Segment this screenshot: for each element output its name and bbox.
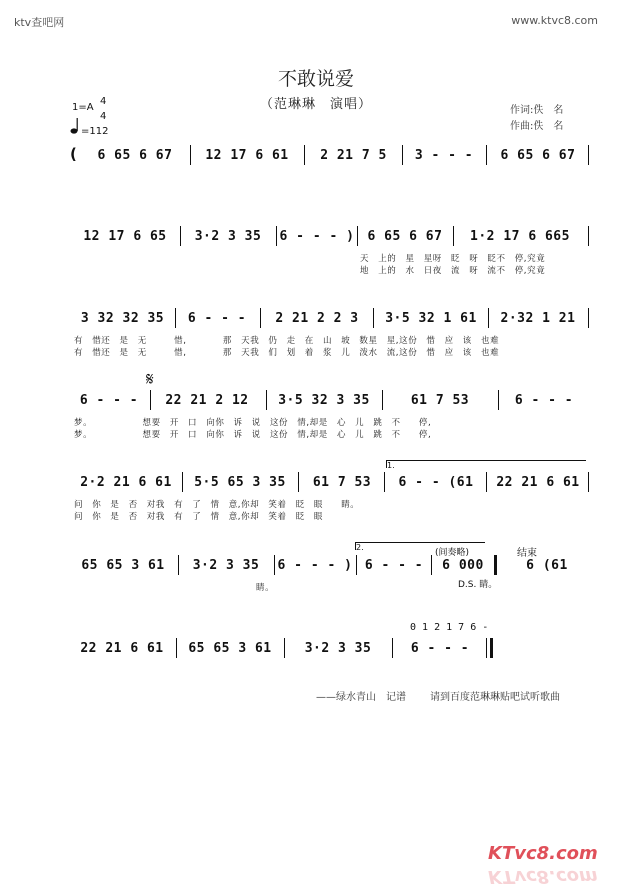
measure: 6 - - - )	[277, 557, 353, 573]
measure: 22 21 6 61	[80, 640, 164, 656]
measure: 3·2 3 35	[194, 228, 262, 244]
measure: 6 65 6 67	[97, 147, 173, 163]
measure: 1·2 17 6 665	[470, 228, 570, 244]
tempo-marking: =112	[81, 126, 109, 137]
barline	[357, 226, 358, 246]
time-signature-bottom: 4	[100, 111, 107, 122]
transcriber-credit: ——绿水青山 记谱	[316, 692, 406, 703]
measure: 3 32 32 35	[80, 310, 165, 326]
barline	[150, 390, 151, 410]
measure: 6 - - -	[187, 310, 247, 326]
measure: 6 - - -	[514, 392, 574, 408]
barline	[180, 226, 181, 246]
measure: 6 - - -	[410, 640, 470, 656]
barline	[274, 555, 275, 575]
measure: 3·2 3 35	[304, 640, 372, 656]
barline	[276, 226, 277, 246]
lyric-line-1: 天 上的 星 星呀 眨 呀 眨不 停,究竟	[360, 254, 546, 264]
lyric-line-1: 有 惜还 是 无 惜, 那 天我 仍 走 在 山 坡 数星 星,这份 惜 应 该 也难	[74, 336, 500, 346]
measure: 6 - - (61	[398, 474, 474, 490]
barline	[182, 472, 183, 492]
quarter-note-icon	[70, 117, 80, 135]
barline	[382, 390, 383, 410]
final-barline	[494, 555, 497, 575]
lyricist-credit: 作词:佚 名	[510, 105, 564, 116]
measure: 6 65 6 67	[367, 228, 443, 244]
barline	[178, 555, 179, 575]
ktvc8-logo: KTvc8.com	[488, 843, 598, 864]
measure: 22 21 2 12	[165, 392, 249, 408]
composer-credit: 作曲:佚 名	[510, 121, 564, 132]
time-signature-top: 4	[100, 96, 107, 107]
barline	[588, 308, 589, 328]
measure: 6 000	[442, 557, 484, 573]
measure: 6 - - -	[79, 392, 139, 408]
barline	[266, 390, 267, 410]
coda-ornament: 0 1 2 1 7 6 -	[410, 622, 489, 633]
segno-sign: 𝄋	[146, 369, 154, 390]
site-name-left: ktv查吧网	[14, 16, 65, 29]
barline	[175, 308, 176, 328]
barline	[402, 145, 403, 165]
barline	[260, 308, 261, 328]
barline	[384, 472, 385, 492]
measure: 6 65 6 67	[500, 147, 576, 163]
measure: 3·5 32 1 61	[385, 310, 477, 326]
measure: 6 - - -	[364, 557, 424, 573]
measure: 3 - - -	[414, 147, 474, 163]
barline	[298, 472, 299, 492]
dal-segno-marking: D.S. 睛。	[458, 580, 498, 590]
barline	[373, 308, 374, 328]
lyric-line-2: 地 上的 水 日夜 流 呀 流不 停,究竟	[360, 266, 546, 276]
interlude-note: (间奏略)	[435, 548, 470, 558]
barline	[431, 555, 432, 575]
song-title: 不敢说爱	[277, 68, 354, 90]
measure: 3·2 3 35	[192, 557, 260, 573]
measure: 6 - - - )	[279, 228, 355, 244]
final-barline	[490, 638, 493, 658]
lyric-line-1: 睛。	[74, 583, 275, 593]
measure: 22 21 6 61	[496, 474, 580, 490]
lyric-line-2: 梦。 想要 开 口 向你 诉 说 这份 情,却是 心 儿 跳 不 停,	[74, 430, 432, 440]
measure: 3·5 32 3 35	[278, 392, 370, 408]
volta-2-label: 2.	[356, 543, 364, 552]
lyric-line-1: 问 你 是 否 对我 有 了 情 意,你却 笑着 眨 眼 睛。	[74, 500, 360, 510]
barline	[392, 638, 393, 658]
barline	[284, 638, 285, 658]
lyric-line-2: 问 你 是 否 对我 有 了 情 意,你却 笑着 眨 眼	[74, 512, 324, 522]
key-signature: 1=A	[72, 102, 94, 113]
barline	[486, 638, 487, 658]
barline	[190, 145, 191, 165]
barline	[176, 638, 177, 658]
measure: 65 65 3 61	[188, 640, 272, 656]
measure: 2·2 21 6 61	[80, 474, 172, 490]
barline	[488, 308, 489, 328]
measure: 2 21 2 2 3	[275, 310, 359, 326]
barline	[588, 472, 589, 492]
measure: 2 21 7 5	[320, 147, 387, 163]
barline	[498, 390, 499, 410]
measure: 12 17 6 61	[205, 147, 289, 163]
measure: 12 17 6 65	[83, 228, 167, 244]
barline	[356, 555, 357, 575]
repeat-paren: (	[70, 145, 77, 163]
barline	[588, 226, 589, 246]
measure: 5·5 65 3 35	[194, 474, 286, 490]
song-subtitle: （范琳琳 演唱）	[259, 97, 372, 112]
measure: 6 (61	[526, 557, 568, 573]
measure: 2·32 1 21	[500, 310, 576, 326]
barline	[486, 472, 487, 492]
site-url-right: www.ktvc8.com	[511, 14, 598, 27]
barline	[588, 145, 589, 165]
ktvc8-logo-reflection: KTvc8.com	[488, 866, 598, 887]
volta-1-label: 1.	[387, 461, 395, 470]
barline	[304, 145, 305, 165]
measure: 65 65 3 61	[81, 557, 165, 573]
measure: 61 7 53	[312, 474, 372, 490]
measure: 61 7 53	[410, 392, 470, 408]
volta-bracket-1	[386, 460, 586, 468]
barline	[453, 226, 454, 246]
lyric-line-2: 有 惜还 是 无 惜, 那 天我 们 划 着 浆 儿 泼水 流,这份 惜 应 该 也难	[74, 348, 500, 358]
listen-note: 请到百度范琳琳贴吧试听歌曲	[430, 692, 560, 703]
lyric-line-1: 梦。 想要 开 口 向你 诉 说 这份 情,却是 心 儿 跳 不 停,	[74, 418, 432, 428]
end-label: 结束	[517, 548, 537, 559]
barline	[486, 145, 487, 165]
